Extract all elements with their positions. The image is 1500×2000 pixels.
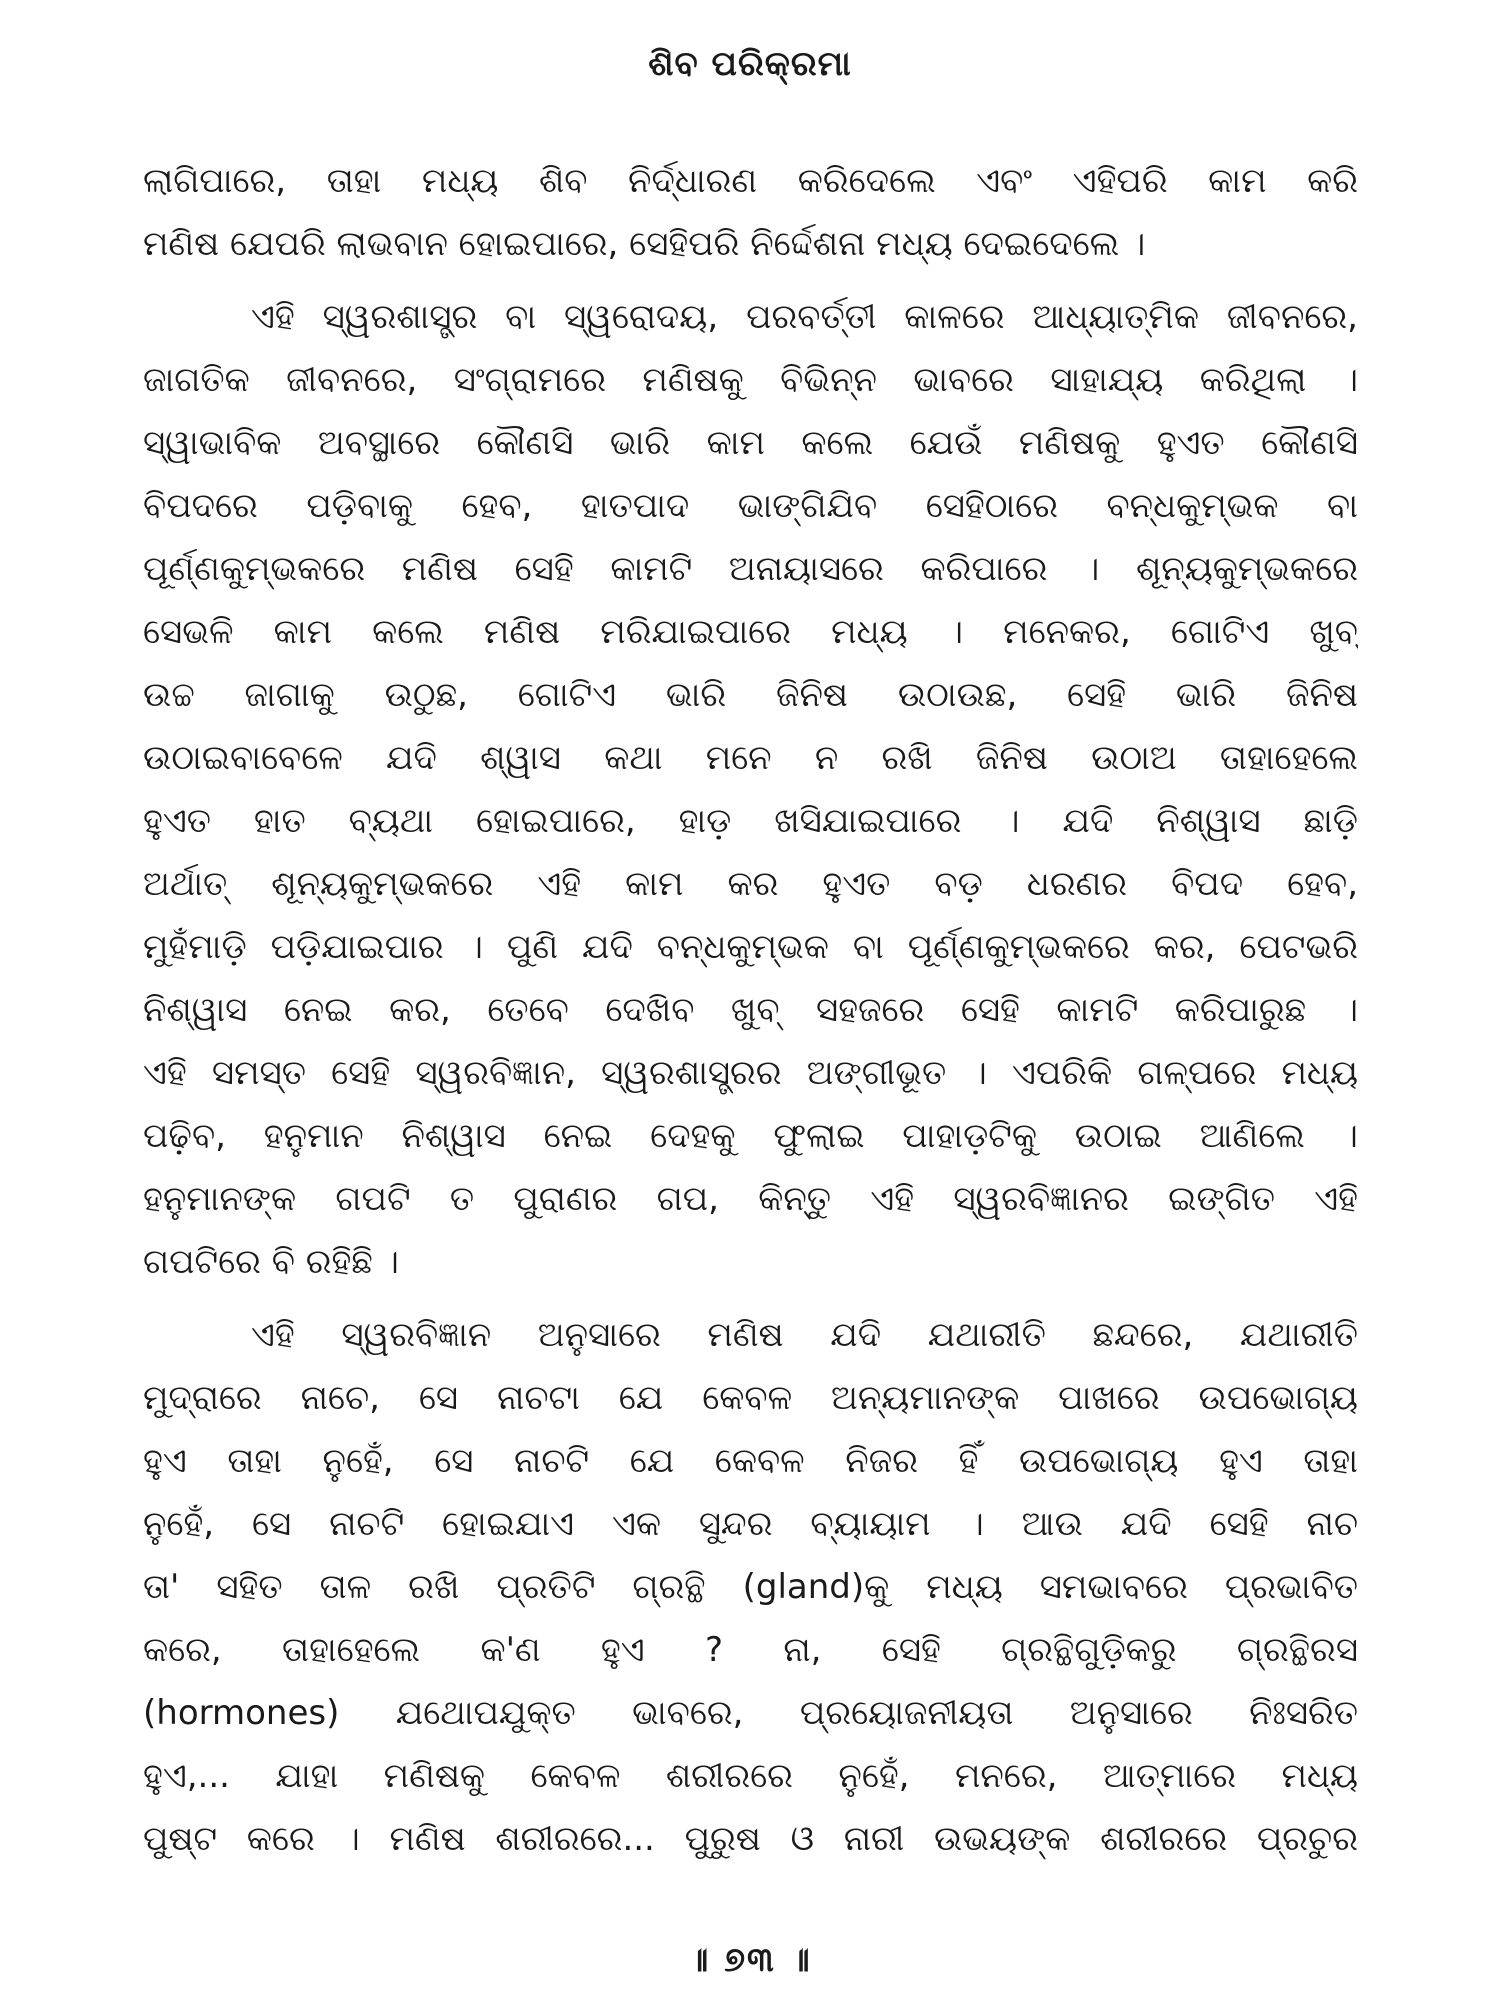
text-line: ଉଠାଇବାବେଳେ ଯଦି ଶ୍ୱାସ କଥା ମନେ ନ ରଖି ଜିନିଷ ଉଠାଅ ତାହାହେଲେ bbox=[143, 738, 1358, 778]
text-line: କରେ, ତାହାହେଲେ କ'ଣ ହୁଏ ? ନା, ସେହି ଗ୍ରନ୍ଥିଗୁଡ଼ିକରୁ ଗ୍ରନ୍ଥିରସ bbox=[143, 1630, 1358, 1670]
text-line: ଏହି ସ୍ୱରବିଜ୍ଞାନ ଅନୁସାରେ ମଣିଷ ଯଦି ଯଥାରୀତି ଛନ୍ଦରେ, ଯଥାରୀତି bbox=[251, 1315, 1358, 1355]
page-number: ॥ ୭୩ ॥ bbox=[688, 1940, 812, 1980]
text-line: ସେଭଳି କାମ କଲେ ମଣିଷ ମରିଯାଇପାରେ ମଧ୍ୟ । ମନେକର, ଗୋଟିଏ ଖୁବ୍ bbox=[143, 612, 1358, 652]
text-line: ହନୁମାନଙ୍କ ଗପଟି ତ ପୁରାଣର ଗପ, କିନ୍ତୁ ଏହି ସ୍ୱରବିଜ୍ଞାନର ଇଙ୍ଗିତ ଏହି bbox=[143, 1179, 1358, 1219]
text-line: ଅର୍ଥାତ୍ ଶୂନ୍ୟକୁମ୍ଭକରେ ଏହି କାମ କର ହୁଏତ ବଡ଼ ଧରଣର ବିପଦ ହେବ, bbox=[143, 864, 1358, 904]
text-line: ଲାଗିପାରେ, ତାହା ମଧ୍ୟ ଶିବ ନିର୍ଦ୍ଧାରଣ କରିଦେଲେ ଏବଂ ଏହିପରି କାମ କରି bbox=[143, 161, 1358, 201]
text-line: ଜାଗତିକ ଜୀବନରେ, ସଂଗ୍ରାମରେ ମଣିଷକୁ ବିଭିନ୍ନ ଭାବରେ ସାହାଯ୍ୟ କରିଥିଲା । bbox=[143, 360, 1358, 400]
text-line: ଏହି ସ୍ୱରଶାସ୍ତ୍ର ବା ସ୍ୱରୋଦୟ, ପରବର୍ତ୍ତୀ କାଳରେ ଆଧ୍ୟାତ୍ମିକ ଜୀବନରେ, bbox=[251, 297, 1358, 337]
text-line: ମଣିଷ ଯେପରି ଲାଭବାନ ହୋଇପାରେ, ସେହିପରି ନିର୍ଦ୍ଦେଶନା ମଧ୍ୟ ଦେଇଦେଲେ । bbox=[143, 224, 1146, 264]
text-line: ଏହି ସମସ୍ତ ସେହି ସ୍ୱରବିଜ୍ଞାନ, ସ୍ୱରଶାସ୍ତ୍ରର ଅଙ୍ଗୀଭୂତ । ଏପରିକି ଗଳ୍ପରେ ମଧ୍ୟ bbox=[143, 1053, 1358, 1093]
text-line: ହୁଏ ତାହା ନୁହେଁ, ସେ ନାଚଟି ଯେ କେବଳ ନିଜର ହିଁ ଉପଭୋଗ୍ୟ ହୁଏ ତାହା bbox=[143, 1441, 1358, 1481]
text-line: ପଢ଼ିବ, ହନୁମାନ ନିଶ୍ୱାସ ନେଇ ଦେହକୁ ଫୁଲାଇ ପାହାଡ଼ଟିକୁ ଉଠାଇ ଆଣିଲେ । bbox=[143, 1116, 1358, 1156]
text-line: ଉଚ୍ଚ ଜାଗାକୁ ଉଠୁଛ, ଗୋଟିଏ ଭାରି ଜିନିଷ ଉଠାଉଛ, ସେହି ଭାରି ଜିନିଷ bbox=[143, 675, 1358, 715]
paragraph-2 bbox=[143, 286, 1358, 1294]
text-line: ସ୍ୱାଭାବିକ ଅବସ୍ଥାରେ କୌଣସି ଭାରି କାମ କଲେ ଯେଉଁ ମଣିଷକୁ ହୁଏତ କୌଣସି bbox=[143, 423, 1358, 463]
paragraph-3 bbox=[143, 1304, 1358, 1871]
text-line: ହୁଏ,... ଯାହା ମଣିଷକୁ କେବଳ ଶରୀରରେ ନୁହେଁ, ମନରେ, ଆତ୍ମାରେ ମଧ୍ୟ bbox=[143, 1756, 1358, 1796]
paragraph-1 bbox=[143, 150, 1358, 276]
text-line: ନିଶ୍ୱାସ ନେଇ କର, ତେବେ ଦେଖିବ ଖୁବ୍ ସହଜରେ ସେହି କାମଟି କରିପାରୁଛ । bbox=[143, 990, 1358, 1030]
text-line: ତା' ସହିତ ତାଳ ରଖି ପ୍ରତିଟି ଗ୍ରନ୍ଥି (gland)କୁ ମଧ୍ୟ ସମଭାବରେ ପ୍ରଭାବିତ bbox=[143, 1567, 1358, 1607]
running-head-title: ଶିବ ପରିକ୍ରମା bbox=[648, 44, 852, 84]
body-text bbox=[143, 150, 1358, 1881]
text-line: ପୂର୍ଣ୍ଣକୁମ୍ଭକରେ ମଣିଷ ସେହି କାମଟି ଅନାୟାସରେ କରିପାରେ । ଶୂନ୍ୟକୁମ୍ଭକରେ bbox=[143, 549, 1358, 589]
text-line: ବିପଦରେ ପଡ଼ିବାକୁ ହେବ, ହାତପାଦ ଭାଙ୍ଗିଯିବ ସେହିଠାରେ ବନ୍ଧକୁମ୍ଭକ ବା bbox=[143, 486, 1358, 526]
text-line: ମୁଦ୍ରାରେ ନାଚେ, ସେ ନାଚଟା ଯେ କେବଳ ଅନ୍ୟମାନଙ୍କ ପାଖରେ ଉପଭୋଗ୍ୟ bbox=[143, 1378, 1358, 1418]
text-line: ପୁଷ୍ଟ କରେ । ମଣିଷ ଶରୀରରେ... ପୁରୁଷ ଓ ନାରୀ ଉଭୟଙ୍କ ଶରୀରରେ ପ୍ରଚୁର bbox=[143, 1819, 1358, 1859]
text-line: ଗପଟିରେ ବି ରହିଛି । bbox=[143, 1242, 399, 1282]
text-line: ହୁଏତ ହାତ ବ୍ୟଥା ହୋଇପାରେ, ହାଡ଼ ଖସିଯାଇପାରେ । ଯଦି ନିଶ୍ୱାସ ଛାଡ଼ି bbox=[143, 801, 1358, 841]
text-line: (hormones) ଯଥୋପଯୁକ୍ତ ଭାବରେ, ପ୍ରୟୋଜନୀୟତା ଅନୁସାରେ ନିଃସରିତ bbox=[143, 1693, 1358, 1733]
text-line: ନୁହେଁ, ସେ ନାଚଟି ହୋଇଯାଏ ଏକ ସୁନ୍ଦର ବ୍ୟାୟାମ । ଆଉ ଯଦି ସେହି ନାଚ bbox=[143, 1504, 1358, 1544]
text-line: ମୁହଁମାଡ଼ି ପଡ଼ିଯାଇପାର । ପୁଣି ଯଦି ବନ୍ଧକୁମ୍ଭକ ବା ପୂର୍ଣ୍ଣକୁମ୍ଭକରେ କର, ପେଟଭରି bbox=[143, 927, 1358, 967]
